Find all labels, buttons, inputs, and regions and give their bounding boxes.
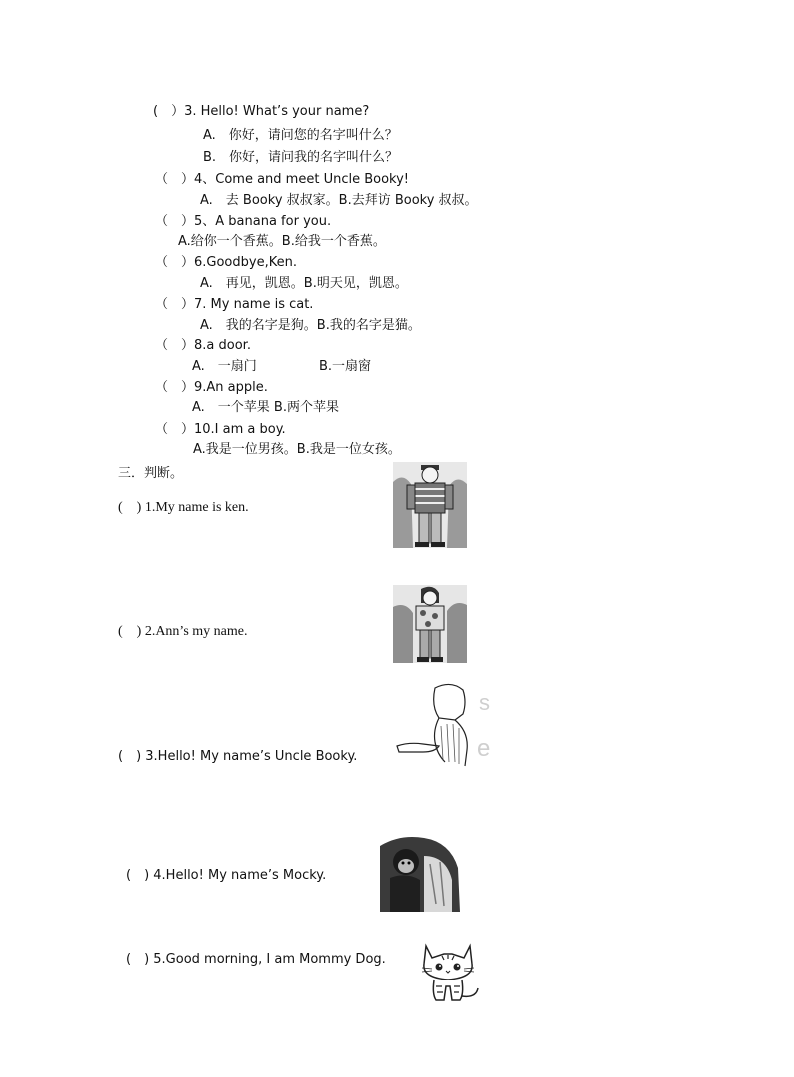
q8-option-b: B.一扇窗 bbox=[319, 359, 372, 374]
q9-stem: （ ）9.An apple. bbox=[155, 380, 268, 395]
q3-stem: ( ）3. Hello! What’s your name? bbox=[153, 104, 370, 119]
girl-picture bbox=[393, 585, 467, 663]
q9-options: A. 一个苹果 B.两个苹果 bbox=[192, 400, 339, 415]
q4-stem: （ ）4、Come and meet Uncle Booky! bbox=[155, 172, 410, 187]
boy-picture bbox=[393, 462, 467, 548]
uncle-booky-picture bbox=[393, 680, 497, 768]
part3-heading: 三．判断。 bbox=[118, 466, 184, 481]
q5-options: A.给你一个香蕉。B.给我一个香蕉。 bbox=[178, 234, 386, 249]
svg-text:s: s bbox=[479, 690, 490, 715]
tf-statement-2: ( ) 2.Ann’s my name. bbox=[118, 624, 248, 639]
q10-options: A.我是一位男孩。B.我是一位女孩。 bbox=[193, 442, 401, 457]
q5-stem: （ ）5、A banana for you. bbox=[155, 214, 332, 229]
q8-option-a: A. 一扇门 bbox=[192, 359, 257, 374]
q7-options: A. 我的名字是狗。B.我的名字是猫。 bbox=[200, 318, 421, 333]
svg-text:e: e bbox=[477, 735, 491, 762]
q4-options: A. 去 Booky 叔叔家。B.去拜访 Booky 叔叔。 bbox=[200, 193, 478, 208]
cat-picture bbox=[414, 938, 482, 1004]
tf-statement-1: ( ) 1.My name is ken. bbox=[118, 500, 249, 515]
q3-option-b: B. 你好，请问我的名字叫什么？ bbox=[203, 150, 399, 165]
tf-statement-5: ( ) 5.Good morning, I am Mommy Dog. bbox=[126, 952, 386, 967]
q10-stem: （ ）10.I am a boy. bbox=[155, 422, 286, 437]
q6-stem: （ ）6.Goodbye,Ken. bbox=[155, 255, 297, 270]
q6-options: A. 再见，凯恩。B.明天见，凯恩。 bbox=[200, 276, 408, 291]
q3-option-a: A. 你好，请问您的名字叫什么？ bbox=[203, 128, 398, 143]
q7-stem: （ ）7. My name is cat. bbox=[155, 297, 314, 312]
tf-statement-4: ( ) 4.Hello! My name’s Mocky. bbox=[126, 868, 327, 883]
monkey-mocky-picture bbox=[380, 834, 460, 912]
q8-stem: （ ）8.a door. bbox=[155, 338, 251, 353]
tf-statement-3: ( ) 3.Hello! My name’s Uncle Booky. bbox=[118, 749, 358, 764]
